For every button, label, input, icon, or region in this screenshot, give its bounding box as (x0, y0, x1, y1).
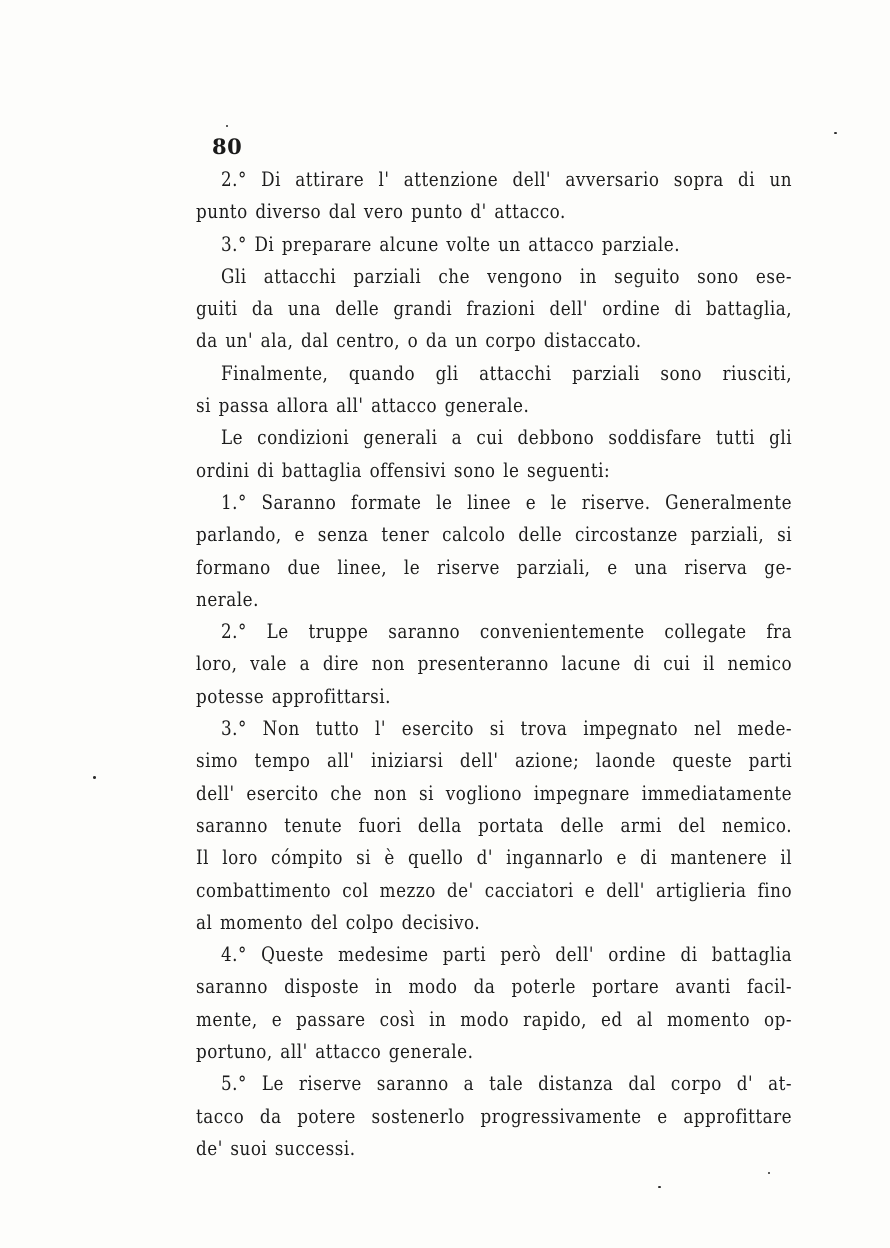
text-line: mente, e passare così in modo rapido, ed al momento op- (196, 1007, 793, 1031)
text-line: 3.° Non tutto l' esercito si trova impegnato nel mede- (220, 717, 793, 741)
scan-speck (834, 132, 837, 134)
text-line: 2.° Di attirare l' attenzione dell' avversario sopra di un (220, 168, 793, 191)
text-line: loro, vale a dire non presenteranno lacune di cui il nemico (196, 652, 793, 676)
text-line: potesse approfittarsi. (196, 684, 391, 708)
text-line: dell' esercito che non si vogliono impegnare immediatamente (196, 781, 793, 805)
text-line: simo tempo all' iniziarsi dell' azione; laonde queste parti (196, 749, 793, 773)
body-text (196, 164, 792, 1165)
scan-speck (93, 776, 96, 779)
text-line: combattimento col mezzo de' cacciatori e dell' artiglieria fino (196, 878, 793, 902)
scan-speck (226, 125, 228, 127)
text-line: de' suoi successi. (196, 1136, 356, 1160)
text-line: 5.° Le riserve saranno a tale distanza dal corpo d' at- (220, 1072, 793, 1096)
text-line: punto diverso dal vero punto d' attacco. (196, 200, 566, 224)
text-line: portuno, all' attacco generale. (196, 1040, 474, 1064)
text-line: al momento del colpo decisivo. (196, 910, 481, 934)
text-line: 1.° Saranno formate le linee e le riserve. Generalmente (220, 490, 793, 514)
text-line: 4.° Queste medesime parti però dell' ordine di battaglia (220, 943, 793, 967)
text-line: saranno disposte in modo da poterle portare avanti facil- (196, 975, 793, 999)
text-line: si passa allora all' attacco generale. (196, 394, 530, 418)
text-line: da un' ala, dal centro, o da un corpo distaccato. (196, 329, 642, 353)
text-line: Il loro cómpito si è quello d' ingannarlo e di mantenere il (196, 846, 793, 870)
text-line: 3.° Di preparare alcune volte un attacco parziale. (220, 232, 681, 256)
text-line: 2.° Le truppe saranno convenientemente collegate fra (220, 620, 793, 644)
text-line: formano due linee, le riserve parziali, e una riserva ge- (196, 555, 793, 579)
text-line: saranno tenute fuori della portata delle armi del nemico. (196, 813, 793, 837)
scan-speck (768, 1172, 770, 1174)
text-line: nerale. (196, 587, 259, 611)
text-line: guiti da una delle grandi frazioni dell' ordine di battaglia, (196, 297, 793, 321)
text-line: Le condizioni generali a cui debbono soddisfare tutti gli (220, 426, 793, 450)
text-line: tacco da potere sostenerlo progressivamente e approfittare (196, 1104, 793, 1128)
page-number: 80 (212, 134, 243, 159)
text-line: parlando, e senza tener calcolo delle circostanze parziali, si (196, 523, 793, 547)
text-line: ordini di battaglia offensivi sono le seguenti: (196, 458, 611, 482)
scan-speck (658, 1186, 661, 1188)
text-line: Gli attacchi parziali che vengono in seguito sono ese- (220, 264, 793, 288)
text-line: Finalmente, quando gli attacchi parziali sono riusciti, (220, 361, 793, 385)
